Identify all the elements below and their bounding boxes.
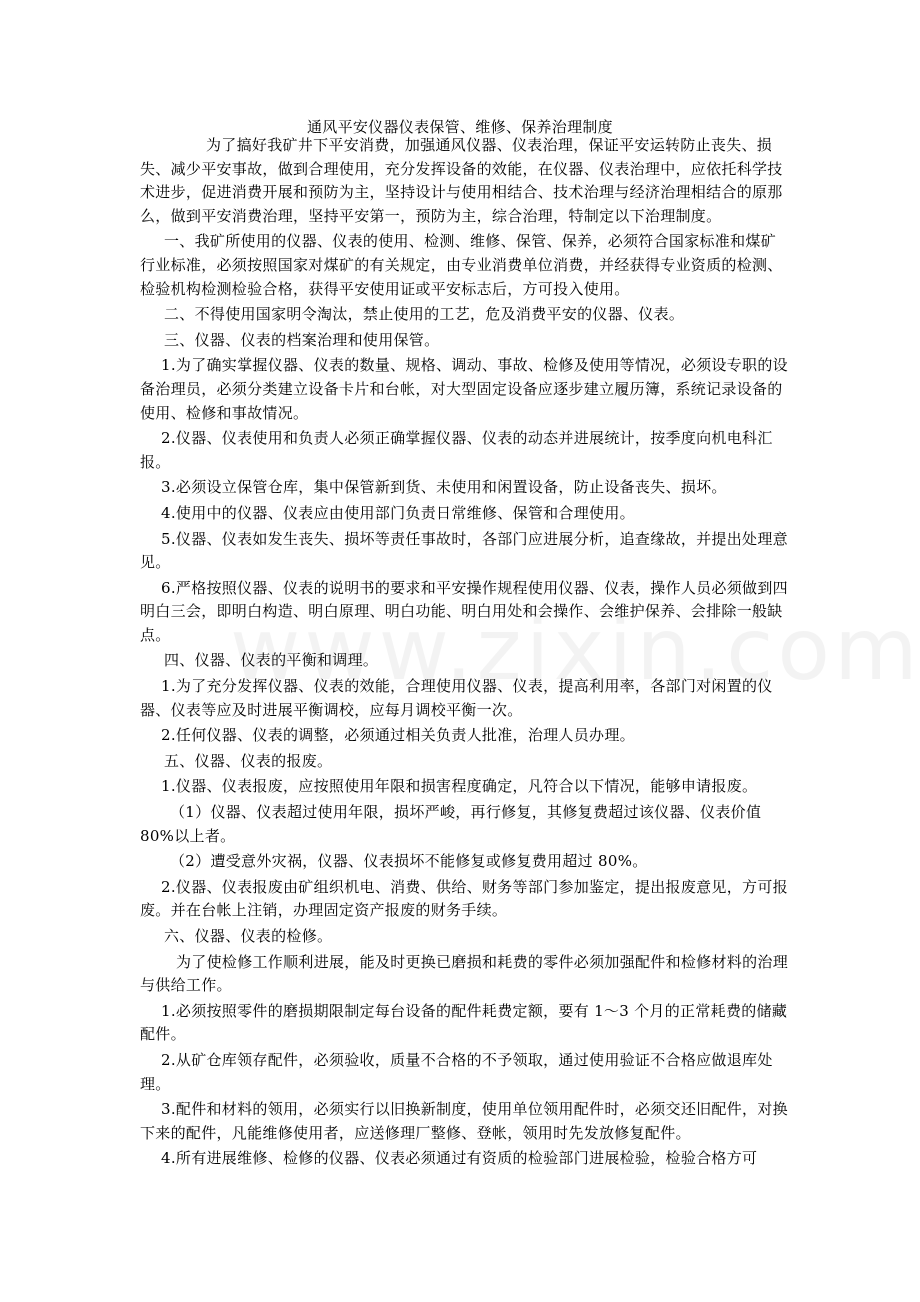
- section-3-item-1: 1.为了确实掌握仪器、仪表的数量、规格、调动、事故、检修及使用等情况，必须设专职的设备治理员，必须分类建立设备卡片和台帐，对大型固定设备应逐步建立履历簿，系统记录设备的使用、检修和事故情况。: [140, 356, 788, 422]
- paragraph-intro: 为了搞好我矿井下平安消费，加强通风仪器、仪表治理，保证平安运转防止丧失、损失、减少平安事故，做到合理使用，充分发挥设备的效能，在仪器、仪表治理中，应依托科学技术进步，促进消费开展和预防为主，坚持设计与使用相结合、技术治理与经济治理相结合的原那么，做到平安消费治理，坚持平安第一，预防为主，综合治理，特制定以下治理制度。: [140, 136, 783, 225]
- document-title: 通风平安仪器仪表保管、维修、保养治理制度: [306, 118, 613, 136]
- section-5-heading: 五、仪器、仪表的报废。: [164, 751, 333, 770]
- section-3-item-4: 4.使用中的仪器、仪表应由使用部门负责日常维修、保管和合理使用。: [161, 503, 635, 522]
- section-1: 一、我矿所使用的仪器、仪表的使用、检测、维修、保管、保养，必须符合国家标准和煤矿行业标准，必须按照国家对煤矿的有关规定，由专业消费单位消费，并经获得专业资质的检测、检验机构检测检验合格，获得平安使用证或平安标志后，方可投入使用。: [140, 232, 783, 298]
- section-3-item-6: 6.严格按照仪器、仪表的说明书的要求和平安操作规程使用仪器、仪表，操作人员必须做到四明白三会，即明白构造、明白原理、明白功能、明白用处和会操作、会维护保养、会排除一般缺点。: [140, 578, 788, 644]
- section-6-intro: 为了使检修工作顺利进展，能及时更换已磨损和耗费的零件必须加强配件和检修材料的治理与供给工作。: [140, 952, 789, 995]
- section-6-item-3: 3.配件和材料的领用，必须实行以旧换新制度，使用单位领用配件时，必须交还旧配件，对换下来的配件，凡能维修使用者，应送修理厂整修、登帐，领用时先发放修复配件。: [140, 1100, 788, 1142]
- section-3-item-3: 3.必须设立保管仓库，集中保管新到货、未使用和闲置设备，防止设备丧失、损坏。: [161, 478, 727, 497]
- section-5-item-2: 2.仪器、仪表报废由矿组织机电、消费、供给、财务等部门参加鉴定，提出报废意见，方可报废。并在台帐上注销，办理固定资产报废的财务手续。: [140, 877, 788, 920]
- section-5-subitem-2: （2）遭受意外灾祸，仪器、仪表损坏不能修复或修复费用超过 80%。: [170, 852, 648, 871]
- section-4-item-1: 1.为了充分发挥仪器、仪表的效能，合理使用仪器、仪表，提高利用率，各部门对闲置的仪器、仪表等应及时进展平衡调校，应每月调校平衡一次。: [140, 677, 773, 719]
- section-4-heading: 四、仪器、仪表的平衡和调理。: [164, 651, 379, 670]
- section-5-item-1: 1.仪器、仪表报废，应按照使用年限和损害程度确定，凡符合以下情况，能够申请报废。: [161, 777, 758, 796]
- section-6-heading: 六、仪器、仪表的检修。: [164, 927, 333, 945]
- document-body: [140, 134, 790, 1171]
- section-3-heading: 三、仪器、仪表的档案治理和使用保管。: [164, 330, 440, 349]
- section-3-item-2: 2.仪器、仪表使用和负责人必须正确掌握仪器、仪表的动态并进展统计，按季度向机电科汇报。: [140, 429, 773, 471]
- section-4-item-2: 2.任何仪器、仪表的调整，必须通过相关负责人批准，治理人员办理。: [161, 726, 635, 745]
- section-3-item-5: 5.仪器、仪表如发生丧失、损坏等责任事故时，各部门应进展分析，追查缘故，并提出处理意见。: [140, 529, 788, 572]
- section-6-item-4: 4.所有进展维修、检修的仪器、仪表必须通过有资质的检验部门进展检验，检验合格方可: [161, 1149, 758, 1168]
- section-6-item-1: 1.必须按照零件的磨损期限制定每台设备的配件耗费定额，要有 1～3 个月的正常耗费的储藏配件。: [140, 1001, 788, 1044]
- section-5-subitem-1: （1）仪器、仪表超过使用年限，损坏严峻，再行修复，其修复费超过该仪器、仪表价值80%以上者。: [140, 803, 762, 845]
- section-2: 二、不得使用国家明令淘汰，禁止使用的工艺，危及消费平安的仪器、仪表。: [164, 305, 685, 324]
- section-6-item-2: 2.从矿仓库领存配件，必须验收，质量不合格的不予领取，通过使用验证不合格应做退库处理。: [140, 1050, 773, 1093]
